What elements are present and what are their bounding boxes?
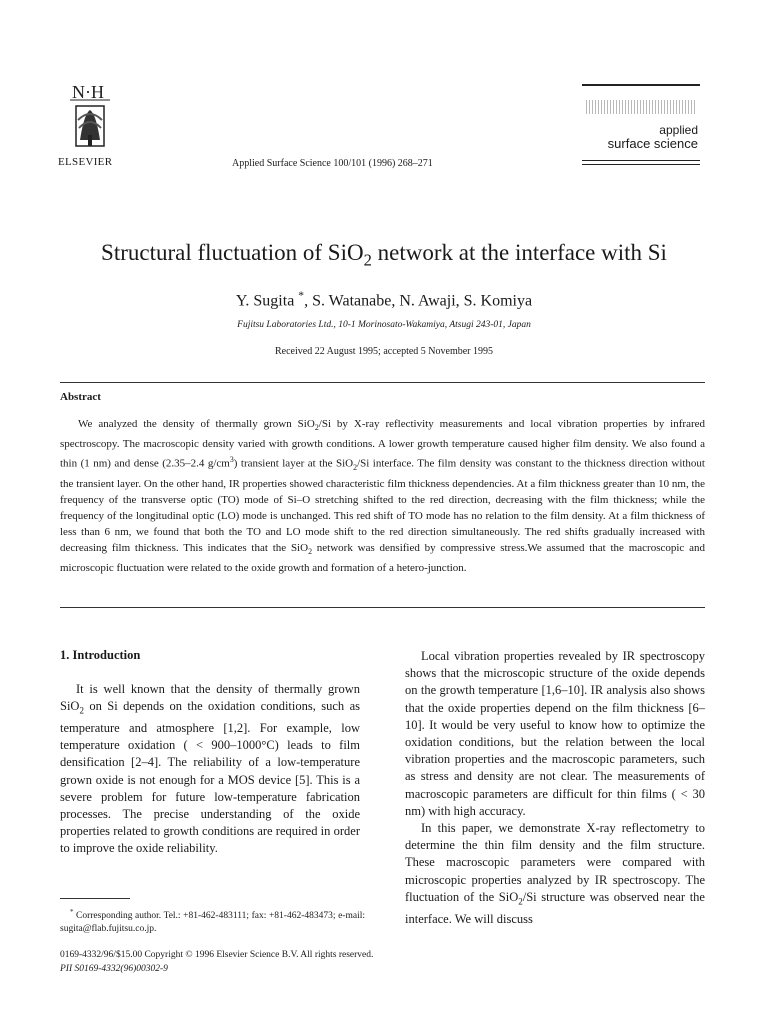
footnote-rule [60, 898, 130, 899]
intro-paragraph-2: Local vibration properties revealed by IR spectroscopy shows that the microscopic structure of the oxide depends on the growth temperature [1,6–10]. IR analysis also shows that the oxide properties depend on the film thickness [6–10]. It would be very useful to know how to optimize the oxidation conditions, but the relation between the local vibration properties and the macroscopic parameters, such as stress and density are not clear. The measurements of macroscopic parameters are difficult for thin films ( < 30 nm) with high accuracy. [405, 649, 705, 818]
journal-citation: Applied Surface Science 100/101 (1996) 268–271 [232, 158, 433, 169]
publisher-mark: N·H [72, 82, 104, 102]
intro-paragraph-1: It is well known that the density of thermally grown SiO$_2$ on Si depends on the oxidation conditions, such as temperature and atmosphere [1,2]. For example, low temperature oxidation ( < 900–1000°C) leads to film densification [2–4]. The reliability of a low-temperature grown oxide is not enough for a MOS device [5]. This is a severe problem for future low-temperature fabrication processes. The precise understanding of the oxide properties related to growth conditions are required in order to improve the oxide reliability. [60, 682, 360, 856]
journal-name-line2: surface science [607, 136, 698, 151]
author-list: Y. Sugita *, S. Watanabe, N. Awaji, S. Komiya [235, 290, 533, 310]
abstract-top-rule [60, 382, 705, 383]
elsevier-tree-logo [58, 80, 128, 160]
section-heading-introduction: 1. Introduction [60, 648, 141, 662]
journal-masthead [582, 84, 700, 176]
affiliation: Fujitsu Laboratories Ltd., 10-1 Morinosato-Wakamiya, Atsugi 243-01, Japan [237, 320, 531, 330]
body-column-left [60, 681, 360, 858]
copyright-line: 0169-4332/96/$15.00 Copyright © 1996 Elsevier Science B.V. All rights reserved. [60, 950, 374, 960]
body-column-right [405, 648, 705, 928]
intro-paragraph-3: In this paper, we demonstrate X-ray reflectometry to determine the thin film density and the film structure. These macroscopic parameters were compared with microscopic properties analyzed by IR spectroscopy. The fluctuation of the SiO$_2$/Si structure was observed near the interface. We will discuss [405, 821, 705, 926]
journal-name-line1: applied [659, 123, 698, 137]
abstract-heading: Abstract [60, 391, 101, 403]
masthead-pattern [586, 100, 696, 114]
publisher-name: ELSEVIER [58, 156, 113, 168]
received-dates: Received 22 August 1995; accepted 5 November 1995 [275, 346, 493, 357]
abstract-text: We analyzed the density of thermally grown SiO$_2$/Si by X-ray reflectivity measurements and local vibration properties by infrared spectroscopy. The macroscopic density varied with growth conditions. A lower growth temperature caused higher film density. We also found a thin (1 nm) and dense (2.35–2.4 $g/cm^3$) transient layer at the SiO$_2$/Si interface. The film density was constant to the thickness direction without the transient layer. On the other hand, IR properties showed characteristic film thickness dependencies. At a film thickness greater than 10 nm, the frequency of the transverse optic (TO) mode of Si–O stretching shifted to the red direction, decreasing with the film thickness; while the frequency of the longitudinal optic (LO) mode is unchanged. This red shift of TO mode has no relation to the film density. At a film thickness of less than 6 nm, we found that both the TO and LO mode shift to the red direction simultaneously. The red shifts gradually increased with decreasing film thickness. This indicates that the SiO$_2$ network was densified by compressive stress.We assumed that the macroscopic and microscopic fluctuation were related to the oxide growth and formation of a hetero-junction. [60, 418, 705, 575]
pii-line: PII S0169-4332(96)00302-9 [60, 964, 168, 974]
corresponding-author-mark: * [298, 290, 305, 302]
corresponding-author-footnote: * Corresponding author. Tel.: +81-462-483111; fax: +81-462-483473; e-mail: sugita@flab.fujitsu.co.jp. [60, 909, 365, 935]
abstract-bottom-rule [60, 607, 705, 608]
copyright-info [60, 948, 373, 976]
paper-title: Structural fluctuation of SiO$_2$ network at the interface with Si [101, 240, 667, 270]
